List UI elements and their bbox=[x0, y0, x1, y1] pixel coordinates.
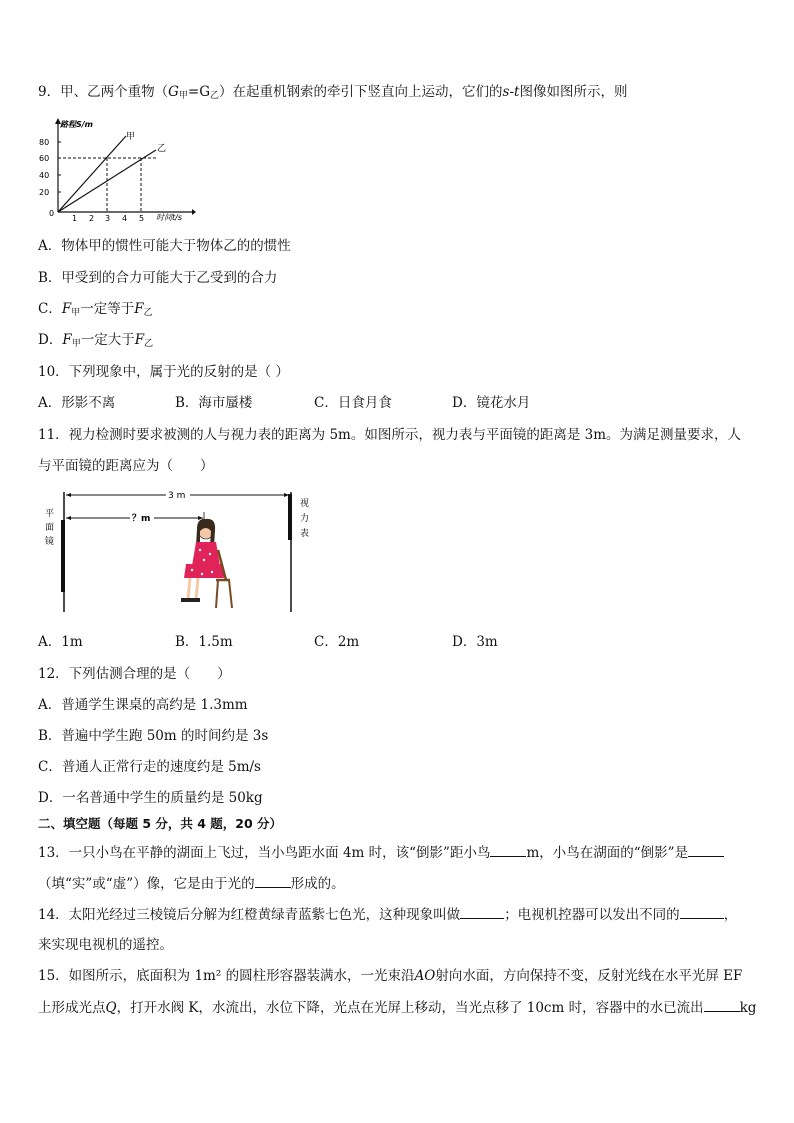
q11-option-d: D．3m bbox=[452, 634, 498, 650]
q13-line2: （填“实”或“虚”）像，它是由于光的 形成的。 bbox=[38, 873, 758, 894]
origin-label: 0 bbox=[49, 209, 55, 218]
q12-stem: 12．下列估测合理的是（ ） bbox=[38, 666, 231, 682]
q15-line2: 上形成光点Q，打开水阀 K，水流出，水位下降，光点在光屏上移动，当光点移了 10cm 时，容器中的水已流出 kg bbox=[38, 997, 758, 1018]
q13-blank-1[interactable] bbox=[490, 842, 526, 857]
mirror-label-2: 面 bbox=[45, 523, 55, 533]
y-tick-40: 40 bbox=[39, 171, 50, 180]
x-tick-5: 5 bbox=[139, 214, 145, 223]
q15-blank-1[interactable] bbox=[704, 997, 740, 1012]
chart-label-3: 表 bbox=[300, 529, 310, 539]
seated-person bbox=[181, 519, 232, 608]
q10-option-c: C．日食月食 bbox=[314, 395, 392, 411]
mirror bbox=[61, 520, 65, 592]
q11-stem-line1: 11．视力检测时要求被测的人与视力表的距离为 5m。如图所示，视力表与平面镜的距离是 3m。为满足测量要求，人 bbox=[38, 427, 742, 443]
y-axis-label: 路程S/m bbox=[60, 120, 94, 129]
q13-blank-2[interactable] bbox=[688, 842, 724, 857]
x-tick-3: 3 bbox=[105, 214, 111, 223]
x-tick-2: 2 bbox=[89, 214, 95, 223]
chart-label-2: 力 bbox=[300, 514, 310, 524]
q13-line1: 13．一只小鸟在平静的湖面上飞过，当小鸟距水面 4m 时，该“倒影”距小鸟 m，小鸟在湖面的“倒影”是 bbox=[38, 842, 758, 863]
label-yi: 乙 bbox=[157, 144, 167, 154]
q14-blank-2[interactable] bbox=[680, 904, 724, 919]
distance-unknown: ？m bbox=[132, 514, 151, 524]
x-axis-label: 时间t/s bbox=[156, 213, 182, 222]
q11-option-b: B．1.5m bbox=[175, 634, 233, 650]
q11-option-a: A．1m bbox=[38, 634, 83, 650]
x-arrow bbox=[192, 209, 196, 215]
q12-option-d: D．一名普通中学生的质量约是 50kg bbox=[38, 790, 263, 806]
q12-option-a: A．普通学生课桌的高约是 1.3mm bbox=[38, 697, 248, 713]
q9-option-b: B．甲受到的合力可能大于乙受到的合力 bbox=[38, 270, 278, 286]
q9-option-d: D．$F_甲$一定大于$F_乙$ bbox=[38, 332, 154, 349]
q12-option-b: B．普遍中学生跑 50m 的时间约是 3s bbox=[38, 728, 269, 744]
q11-option-c: C．2m bbox=[314, 634, 360, 650]
label-jia: 甲 bbox=[126, 132, 136, 142]
q14-line2: 来实现电视机的遥控。 bbox=[38, 937, 173, 953]
q9-option-c: C．$F_甲$一定等于$F_乙$ bbox=[38, 301, 153, 318]
q11-stem-line2: 与平面镜的距离应为（ ） bbox=[38, 458, 214, 474]
q14-blank-1[interactable] bbox=[460, 904, 504, 919]
q15-line1: 15．如图所示，底面积为 1m² 的圆柱形容器装满水，一光束沿AO射向水面，方向保持不变，反射光线在水平光屏 EF bbox=[38, 968, 743, 984]
q12-option-c: C．普通人正常行走的速度约是 5m/s bbox=[38, 759, 261, 775]
q11-figure bbox=[40, 484, 330, 616]
distance-3m: 3 m bbox=[168, 491, 186, 501]
q9-st-graph bbox=[36, 116, 196, 224]
y-tick-20: 20 bbox=[39, 188, 50, 197]
mirror-label-1: 平 bbox=[45, 509, 55, 519]
chart-label-1: 视 bbox=[300, 499, 310, 509]
eye-chart bbox=[288, 494, 292, 540]
line-jia bbox=[58, 136, 126, 212]
q10-option-d: D．镜花水月 bbox=[452, 395, 531, 411]
q9-option-a: A．物体甲的惯性可能大于物体乙的的惯性 bbox=[38, 238, 291, 254]
section-fill-blank-title: 二、填空题（每题 5 分，共 4 题，20 分） bbox=[38, 816, 283, 831]
q13-blank-3[interactable] bbox=[255, 873, 291, 888]
q14-line1: 14．太阳光经过三棱镜后分解为红橙黄绿青蓝紫七色光，这种现象叫做 ；电视机控器可以发出不同的 ， bbox=[38, 904, 758, 925]
y-tick-60: 60 bbox=[39, 154, 50, 163]
q10-stem: 10．下列现象中，属于光的反射的是（ ） bbox=[38, 364, 289, 380]
q10-option-b: B．海市蜃楼 bbox=[175, 395, 253, 411]
y-tick-80: 80 bbox=[39, 138, 50, 147]
x-tick-1: 1 bbox=[72, 214, 78, 223]
q9-stem: 9．甲、乙两个重物$(G_甲=G_乙)$在起重机钢索的牵引下竖直向上运动，它们的s-t图像如图所示，则 bbox=[38, 84, 628, 101]
mirror-label-3: 镜 bbox=[45, 537, 55, 547]
x-tick-4: 4 bbox=[122, 214, 128, 223]
q10-option-a: A．形影不离 bbox=[38, 395, 116, 411]
